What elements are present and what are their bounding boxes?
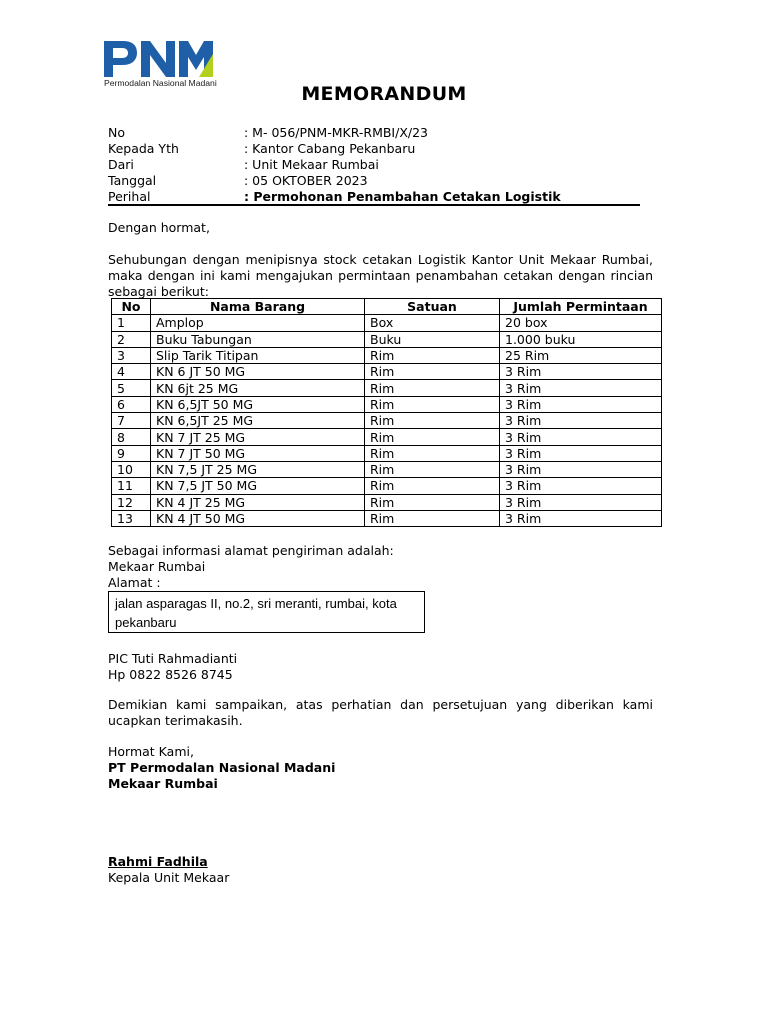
cell-unit: Rim <box>365 347 500 363</box>
cell-item-name: KN 6,5JT 25 MG <box>151 413 365 429</box>
contact-info <box>108 651 237 683</box>
address-label: Alamat : <box>108 575 161 590</box>
cell-item-name: KN 7,5 JT 25 MG <box>151 461 365 477</box>
header-value: : M- 056/PNM-MKR-RMBI/X/23 <box>244 125 429 140</box>
cell-unit: Rim <box>365 429 500 445</box>
cell-no: 2 <box>112 331 151 347</box>
signoff-salutation: Hormat Kami, <box>108 744 194 759</box>
cell-item-name: KN 4 JT 25 MG <box>151 494 365 510</box>
shipping-intro: Sebagai informasi alamat pengiriman adalah: <box>108 543 394 558</box>
cell-unit: Rim <box>365 461 500 477</box>
column-header: Satuan <box>365 299 500 315</box>
cell-no: 9 <box>112 445 151 461</box>
cell-unit: Rim <box>365 396 500 412</box>
column-header: Nama Barang <box>151 299 365 315</box>
cell-unit: Box <box>365 315 500 331</box>
cell-quantity: 3 Rim <box>500 494 662 510</box>
cell-unit: Rim <box>365 413 500 429</box>
header-value: : Unit Mekaar Rumbai <box>244 157 379 172</box>
cell-quantity: 20 box <box>500 315 662 331</box>
cell-unit: Rim <box>365 380 500 396</box>
address-line: jalan asparagas II, no.2, sri meranti, rumbai, kota <box>115 596 397 611</box>
table-row <box>112 413 662 429</box>
cell-unit: Rim <box>365 445 500 461</box>
cell-quantity: 3 Rim <box>500 478 662 494</box>
cell-item-name: KN 7 JT 50 MG <box>151 445 365 461</box>
cell-quantity: 3 Rim <box>500 461 662 477</box>
logo-tagline: Permodalan Nasional Madani <box>104 78 217 88</box>
address-box <box>108 591 425 633</box>
cell-unit: Rim <box>365 494 500 510</box>
cell-no: 6 <box>112 396 151 412</box>
cell-quantity: 3 Rim <box>500 413 662 429</box>
closing-paragraph: Demikian kami sampaikan, atas perhatian dan persetujuan yang diberikan kami ucapkan terimakasih. <box>108 697 653 728</box>
pnm-logo <box>103 40 218 88</box>
cell-no: 8 <box>112 429 151 445</box>
cell-quantity: 3 Rim <box>500 364 662 380</box>
header-row-no <box>108 125 640 141</box>
cell-unit: Buku <box>365 331 500 347</box>
cell-item-name: KN 4 JT 50 MG <box>151 510 365 526</box>
header-value: : 05 OKTOBER 2023 <box>244 173 368 188</box>
shipping-location: Mekaar Rumbai <box>108 559 206 574</box>
column-header: No <box>112 299 151 315</box>
cell-quantity: 1.000 buku <box>500 331 662 347</box>
signoff-unit: Mekaar Rumbai <box>108 776 218 791</box>
table-row <box>112 364 662 380</box>
table-row <box>112 331 662 347</box>
cell-item-name: Slip Tarik Titipan <box>151 347 365 363</box>
cell-no: 10 <box>112 461 151 477</box>
table-row <box>112 396 662 412</box>
header-row-subject <box>108 189 640 205</box>
cell-no: 5 <box>112 380 151 396</box>
memo-header-fields <box>108 125 640 205</box>
table-row <box>112 478 662 494</box>
cell-unit: Rim <box>365 478 500 494</box>
cell-quantity: 25 Rim <box>500 347 662 363</box>
cell-item-name: KN 6jt 25 MG <box>151 380 365 396</box>
pic-phone: Hp 0822 8526 8745 <box>108 667 233 682</box>
document-title: MEMORANDUM <box>301 83 467 105</box>
table-body <box>112 315 662 527</box>
table-row <box>112 510 662 526</box>
address-line: pekanbaru <box>115 614 177 630</box>
signer-block <box>108 854 229 886</box>
greeting: Dengan hormat, <box>108 220 210 235</box>
cell-quantity: 3 Rim <box>500 396 662 412</box>
signer-name: Rahmi Fadhila <box>108 854 208 869</box>
cell-unit: Rim <box>365 364 500 380</box>
cell-item-name: KN 7,5 JT 50 MG <box>151 478 365 494</box>
shipping-info <box>108 543 394 591</box>
cell-no: 13 <box>112 510 151 526</box>
header-value-subject: : Permohonan Penambahan Cetakan Logistik <box>244 189 561 204</box>
table-row <box>112 347 662 363</box>
pnm-logo-icon <box>103 40 215 78</box>
table-row <box>112 429 662 445</box>
request-items-table <box>111 298 662 527</box>
table-row <box>112 461 662 477</box>
cell-item-name: KN 6 JT 50 MG <box>151 364 365 380</box>
cell-quantity: 3 Rim <box>500 445 662 461</box>
header-divider <box>108 204 640 206</box>
table-row <box>112 494 662 510</box>
table-row <box>112 315 662 331</box>
table-row <box>112 380 662 396</box>
header-value: : Kantor Cabang Pekanbaru <box>244 141 416 156</box>
table-header-row <box>112 299 662 315</box>
signoff-company: PT Permodalan Nasional Madani <box>108 760 336 775</box>
header-row-date <box>108 173 640 189</box>
header-label: Tanggal <box>108 173 157 188</box>
header-label: No <box>108 125 125 140</box>
header-label: Perihal <box>108 189 151 204</box>
cell-no: 11 <box>112 478 151 494</box>
cell-item-name: KN 7 JT 25 MG <box>151 429 365 445</box>
header-row-recipient <box>108 141 640 157</box>
header-label: Kepada Yth <box>108 141 179 156</box>
cell-item-name: Amplop <box>151 315 365 331</box>
intro-paragraph: Sehubungan dengan menipisnya stock cetakan Logistik Kantor Unit Mekaar Rumbai, maka dengan ini kami mengajukan permintaan penambahan cetakan dengan rincian sebagai berikut: <box>108 252 653 299</box>
cell-unit: Rim <box>365 510 500 526</box>
signoff-block <box>108 744 335 792</box>
cell-item-name: Buku Tabungan <box>151 331 365 347</box>
cell-no: 7 <box>112 413 151 429</box>
cell-quantity: 3 Rim <box>500 429 662 445</box>
cell-no: 12 <box>112 494 151 510</box>
cell-no: 4 <box>112 364 151 380</box>
cell-item-name: KN 6,5JT 50 MG <box>151 396 365 412</box>
cell-quantity: 3 Rim <box>500 380 662 396</box>
header-row-sender <box>108 157 640 173</box>
pic-name: PIC Tuti Rahmadianti <box>108 651 238 666</box>
cell-no: 3 <box>112 347 151 363</box>
column-header: Jumlah Permintaan <box>500 299 662 315</box>
cell-no: 1 <box>112 315 151 331</box>
table-row <box>112 445 662 461</box>
cell-quantity: 3 Rim <box>500 510 662 526</box>
signer-position: Kepala Unit Mekaar <box>108 870 230 885</box>
header-label: Dari <box>108 157 134 172</box>
